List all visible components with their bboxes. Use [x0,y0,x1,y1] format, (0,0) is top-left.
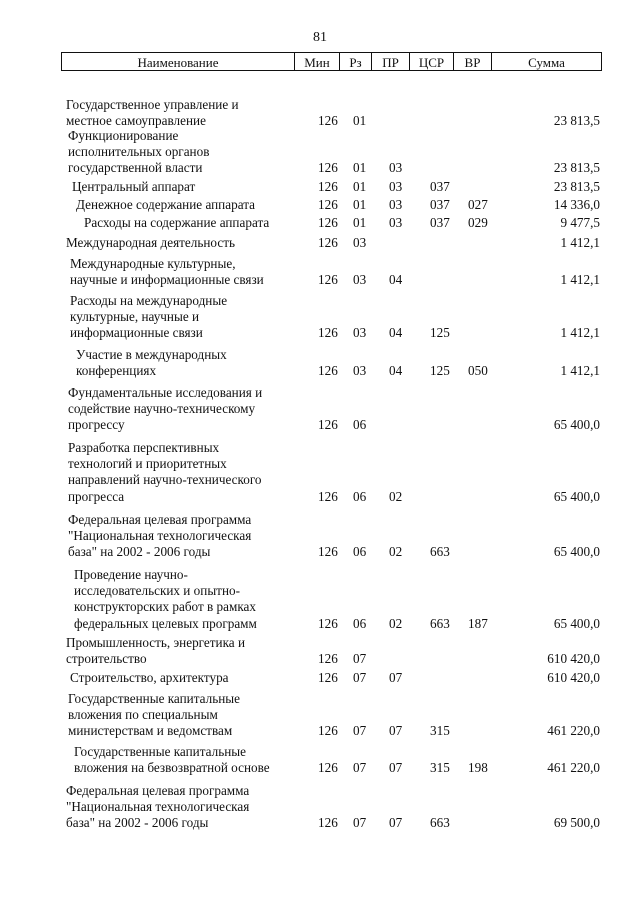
cell-rz: 07 [353,815,367,831]
cell-sum: 23 813,5 [553,113,600,129]
row-name: Государственные капитальные вложения на безвозвратной основе [74,744,270,776]
cell-min: 126 [318,234,338,250]
table-row [0,744,640,776]
row-name: Федеральная целевая программа "Национальная технологическая база" на 2002 - 2006 годы [66,783,250,831]
cell-csr: 037 [430,178,450,194]
cell-min: 126 [318,723,338,739]
cell-rz: 03 [353,325,367,341]
table-row [0,197,640,213]
cell-csr: 315 [430,760,450,776]
cell-rz: 01 [353,178,367,194]
row-name: Международная деятельность [66,235,235,250]
cell-pr: 07 [389,669,403,685]
cell-min: 126 [318,615,338,631]
cell-sum: 461 220,0 [547,723,600,739]
table-row [0,97,640,129]
cell-csr: 125 [430,363,450,379]
table-row [0,385,640,434]
cell-sum: 1 412,1 [560,325,600,341]
row-name: Центральный аппарат [72,179,196,194]
cell-rz: 01 [353,214,367,230]
cell-pr: 02 [389,544,403,560]
cell-vr: 187 [468,615,488,631]
cell-rz: 06 [353,615,367,631]
table-row [0,512,640,561]
row-name: Денежное содержание аппарата [76,197,255,212]
column-header-csr: ЦСР [410,53,454,70]
column-header-sum: Сумма [528,55,565,70]
table-row [0,635,640,667]
cell-rz: 07 [353,723,367,739]
table-row [0,347,640,379]
cell-sum: 610 420,0 [547,669,600,685]
table-row [0,215,640,231]
cell-pr: 03 [389,196,403,212]
cell-min: 126 [318,669,338,685]
cell-csr: 663 [430,544,450,560]
cell-min: 126 [318,214,338,230]
cell-sum: 1 412,1 [560,363,600,379]
cell-min: 126 [318,760,338,776]
cell-sum: 23 813,5 [553,160,600,176]
cell-min: 126 [318,651,338,667]
row-name: Расходы на международные культурные, научные и информационные связи [70,293,228,341]
cell-pr: 02 [389,615,403,631]
cell-csr: 037 [430,214,450,230]
row-name: Промышленность, энергетика и строительство [66,635,246,667]
table-row [0,293,640,342]
row-name: Государственное управление и местное самоуправление [66,97,239,129]
cell-vr: 027 [468,196,488,212]
table-row [0,128,640,177]
row-name: Функционирование исполнительных органов государственной власти [68,128,210,176]
cell-rz: 07 [353,760,367,776]
column-header-pr: ПР [372,53,410,70]
column-header-min: Мин [295,53,340,70]
cell-min: 126 [318,544,338,560]
cell-sum: 14 336,0 [553,196,600,212]
cell-csr: 315 [430,723,450,739]
cell-pr: 04 [389,325,403,341]
row-name: Разработка перспективных технологий и приоритетных направлений научно-технического прогресса [68,440,262,504]
cell-sum: 23 813,5 [553,178,600,194]
row-name: Федеральная целевая программа "Национальная технологическая база" на 2002 - 2006 годы [68,512,252,560]
cell-rz: 01 [353,113,367,129]
table-row [0,256,640,288]
row-name: Проведение научно- исследовательских и опытно- конструкторских работ в рамках федеральных целевых программ [74,567,257,631]
cell-pr: 07 [389,723,403,739]
row-name: Государственные капитальные вложения по специальным министерствам и ведомствам [68,691,240,739]
cell-min: 126 [318,196,338,212]
cell-rz: 06 [353,417,367,433]
cell-rz: 01 [353,196,367,212]
cell-rz: 03 [353,363,367,379]
cell-rz: 07 [353,669,367,685]
row-name: Расходы на содержание аппарата [84,215,270,230]
column-header-rz: Рз [340,53,372,70]
cell-pr: 07 [389,815,403,831]
cell-csr: 663 [430,615,450,631]
cell-pr: 02 [389,488,403,504]
cell-min: 126 [318,272,338,288]
cell-pr: 03 [389,178,403,194]
cell-pr: 04 [389,272,403,288]
cell-sum: 65 400,0 [553,615,600,631]
cell-csr: 663 [430,815,450,831]
column-header-name: Наименование [62,53,295,70]
cell-min: 126 [318,160,338,176]
cell-min: 126 [318,325,338,341]
cell-csr: 037 [430,196,450,212]
row-name: Строительство, архитектура [70,670,229,685]
row-name: Фундаментальные исследования и содействие научно-техническому прогрессу [68,385,263,433]
cell-min: 126 [318,363,338,379]
table-row [0,179,640,195]
cell-rz: 03 [353,272,367,288]
cell-rz: 03 [353,234,367,250]
page-number: 81 [313,30,327,45]
cell-min: 126 [318,417,338,433]
cell-pr: 03 [389,214,403,230]
cell-sum: 1 412,1 [560,272,600,288]
column-header-vr: ВР [454,53,492,70]
cell-sum: 65 400,0 [553,544,600,560]
cell-sum: 1 412,1 [560,234,600,250]
table-row [0,440,640,505]
cell-pr: 04 [389,363,403,379]
table-row [0,670,640,686]
cell-pr: 07 [389,760,403,776]
cell-vr: 029 [468,214,488,230]
cell-sum: 65 400,0 [553,417,600,433]
cell-sum: 69 500,0 [553,815,600,831]
row-name: Участие в международных конференциях [76,347,227,379]
cell-rz: 01 [353,160,367,176]
cell-sum: 461 220,0 [547,760,600,776]
cell-min: 126 [318,488,338,504]
cell-min: 126 [318,113,338,129]
table-row [0,691,640,740]
cell-min: 126 [318,815,338,831]
cell-rz: 06 [353,488,367,504]
cell-sum: 65 400,0 [553,488,600,504]
cell-rz: 06 [353,544,367,560]
cell-min: 126 [318,178,338,194]
row-name: Международные культурные, научные и информационные связи [70,256,264,288]
cell-csr: 125 [430,325,450,341]
cell-vr: 050 [468,363,488,379]
table-row [0,783,640,832]
cell-rz: 07 [353,651,367,667]
cell-pr: 03 [389,160,403,176]
table-row [0,567,640,632]
cell-vr: 198 [468,760,488,776]
table-row [0,235,640,251]
cell-sum: 9 477,5 [560,214,600,230]
cell-sum: 610 420,0 [547,651,600,667]
